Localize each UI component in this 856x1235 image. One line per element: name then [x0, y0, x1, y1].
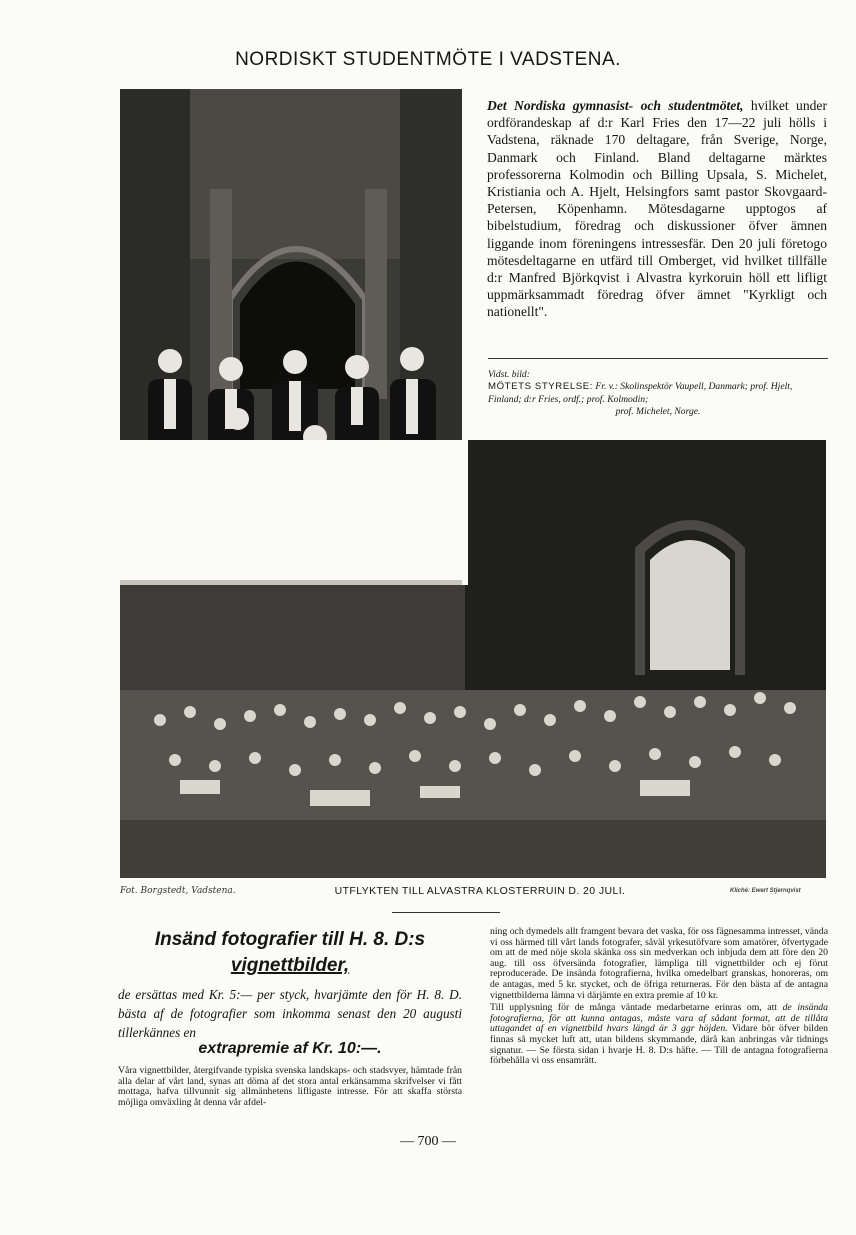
- caption-heading: MÖTETS STYRELSE:: [488, 381, 594, 393]
- caption-line1: Fr. v.: Skolinspektör Vaupell, Danmark; prof. Hjelt, Finland; d:r Fries, ordf.; prof. Kolmodin;: [488, 381, 793, 405]
- page-title: NORDISKT STUDENTMÖTE I VADSTENA.: [235, 49, 621, 70]
- intro-text: hvilket under ordförandeskap af d:r Karl Fries den 17—22 juli hölls i Vadstena, räknade 170 deltagare, från Sverige, Norge, Danmark och Finland. Bland deltagarne märktes professorerna Kolmodin och Billing Upsala, S. Michelet, Kristiania och A. Hjelt, Helsingfors samt pastor Skovgaard-Petersen, Köpenhamn. Mötesdagarne upptogos af bibelstudium, föredrag och diskussioner öfver ämnen liggande inom föreningens intressesfär. Den 20 juli företogo mötesdeltagarne en utfärd till Omberget, vid hvilket tillfälle d:r Manfred Björkqvist i Alvastra kyrkoruin höll ett lifligt uppmärksammadt föredrag öfver ämnet "Kyrkligt och nationellt".: [487, 98, 827, 320]
- para2-end: Vidare bör öfver bilden finnas så mycket luft att, utan bildens skymmande, därå kan anbringas vår tidnings signatur. — Se första sidan i hvarje H. 8. D:s häfte. — Till de antagna fotografierna förbehålla vi oss ensamrätt.: [490, 1023, 828, 1067]
- ad-body: de ersättas med Kr. 5:— per styck, hvarjämte den för H. 8. D. bästa af de fotografier som inkomma senast den 20 augusti tillerkännes en: [118, 987, 462, 1040]
- section-rule: [392, 912, 500, 913]
- cliche-credit: Kliché: Ewert Stjernqvist: [730, 888, 801, 894]
- intro-lead: Det Nordiska gymnasist- och studentmötet,: [487, 98, 744, 113]
- ad-prize: extrapremie af Kr. 10:—.: [198, 1040, 382, 1057]
- caption-line2: prof. Michelet, Norge.: [615, 406, 701, 418]
- caption-label: Vidst. bild:: [488, 369, 530, 380]
- para2-italic: de insända fotografierna, för att kunna antagas, måste vara af sådant format, att de tillåta uttagandet af en vignettbild hvars längd är 3 ggr höjden.: [490, 1002, 828, 1035]
- caption-rule: [488, 358, 828, 359]
- ad-heading-line2: vignettbilder,: [230, 955, 350, 976]
- photo-credit: Fot. Borgstedt, Vadstena.: [120, 886, 236, 896]
- right-column-para1: ning och dymedels allt framgent bevara det vaska, för oss fägnesamma intresset, vända vi oss härmed till vårt lands fotografer, såväl yrkesutöfvare som amatörer, öfvertygade om att de med nöje skola skänka oss sin medverkan och inbjuda dem att före den 20 aug. till oss öfversända fotografier, lämpliga till vignettbilder och ej förut reproducerade. De insända fotografierna, hvilka omedelbart granskas, honoreras, om de antagas, med 5 kr. stycket, och de öfriga returneras. För den bästa af de antagna vignettbilderna lämna vi därjämte en extra premie af 10 kr.: [490, 926, 828, 1001]
- page-number: — 700 —: [400, 1134, 456, 1149]
- left-column-text: Våra vignettbilder, återgifvande typiska svenska landskaps- och stadsvyer, hämtade från alla delar af vårt land, synas att döma af det stora antal erkänsamma skrifvelser vi fått mottaga, hafva tillvunnit sig allmänhetens lifligaste intresse. För att skaffa största möjliga omväxling åt denna vår afdel-: [118, 1065, 462, 1108]
- excursion-crowd-photo: [120, 440, 826, 878]
- ad-heading: [118, 927, 462, 979]
- excursion-caption: UTFLYKTEN TILL ALVASTRA KLOSTERRUIN D. 20 JULI.: [334, 885, 626, 897]
- intro-paragraph: [487, 97, 827, 321]
- ad-heading-line1: Insänd fotografier till H. 8. D:s: [154, 929, 426, 950]
- right-column-para2: [490, 1003, 828, 1067]
- right-column: [490, 927, 828, 1067]
- photo-caption: [488, 369, 828, 419]
- para2-start: Till upplysning för de många väntade medarbetarne erinras om, att: [490, 1002, 783, 1014]
